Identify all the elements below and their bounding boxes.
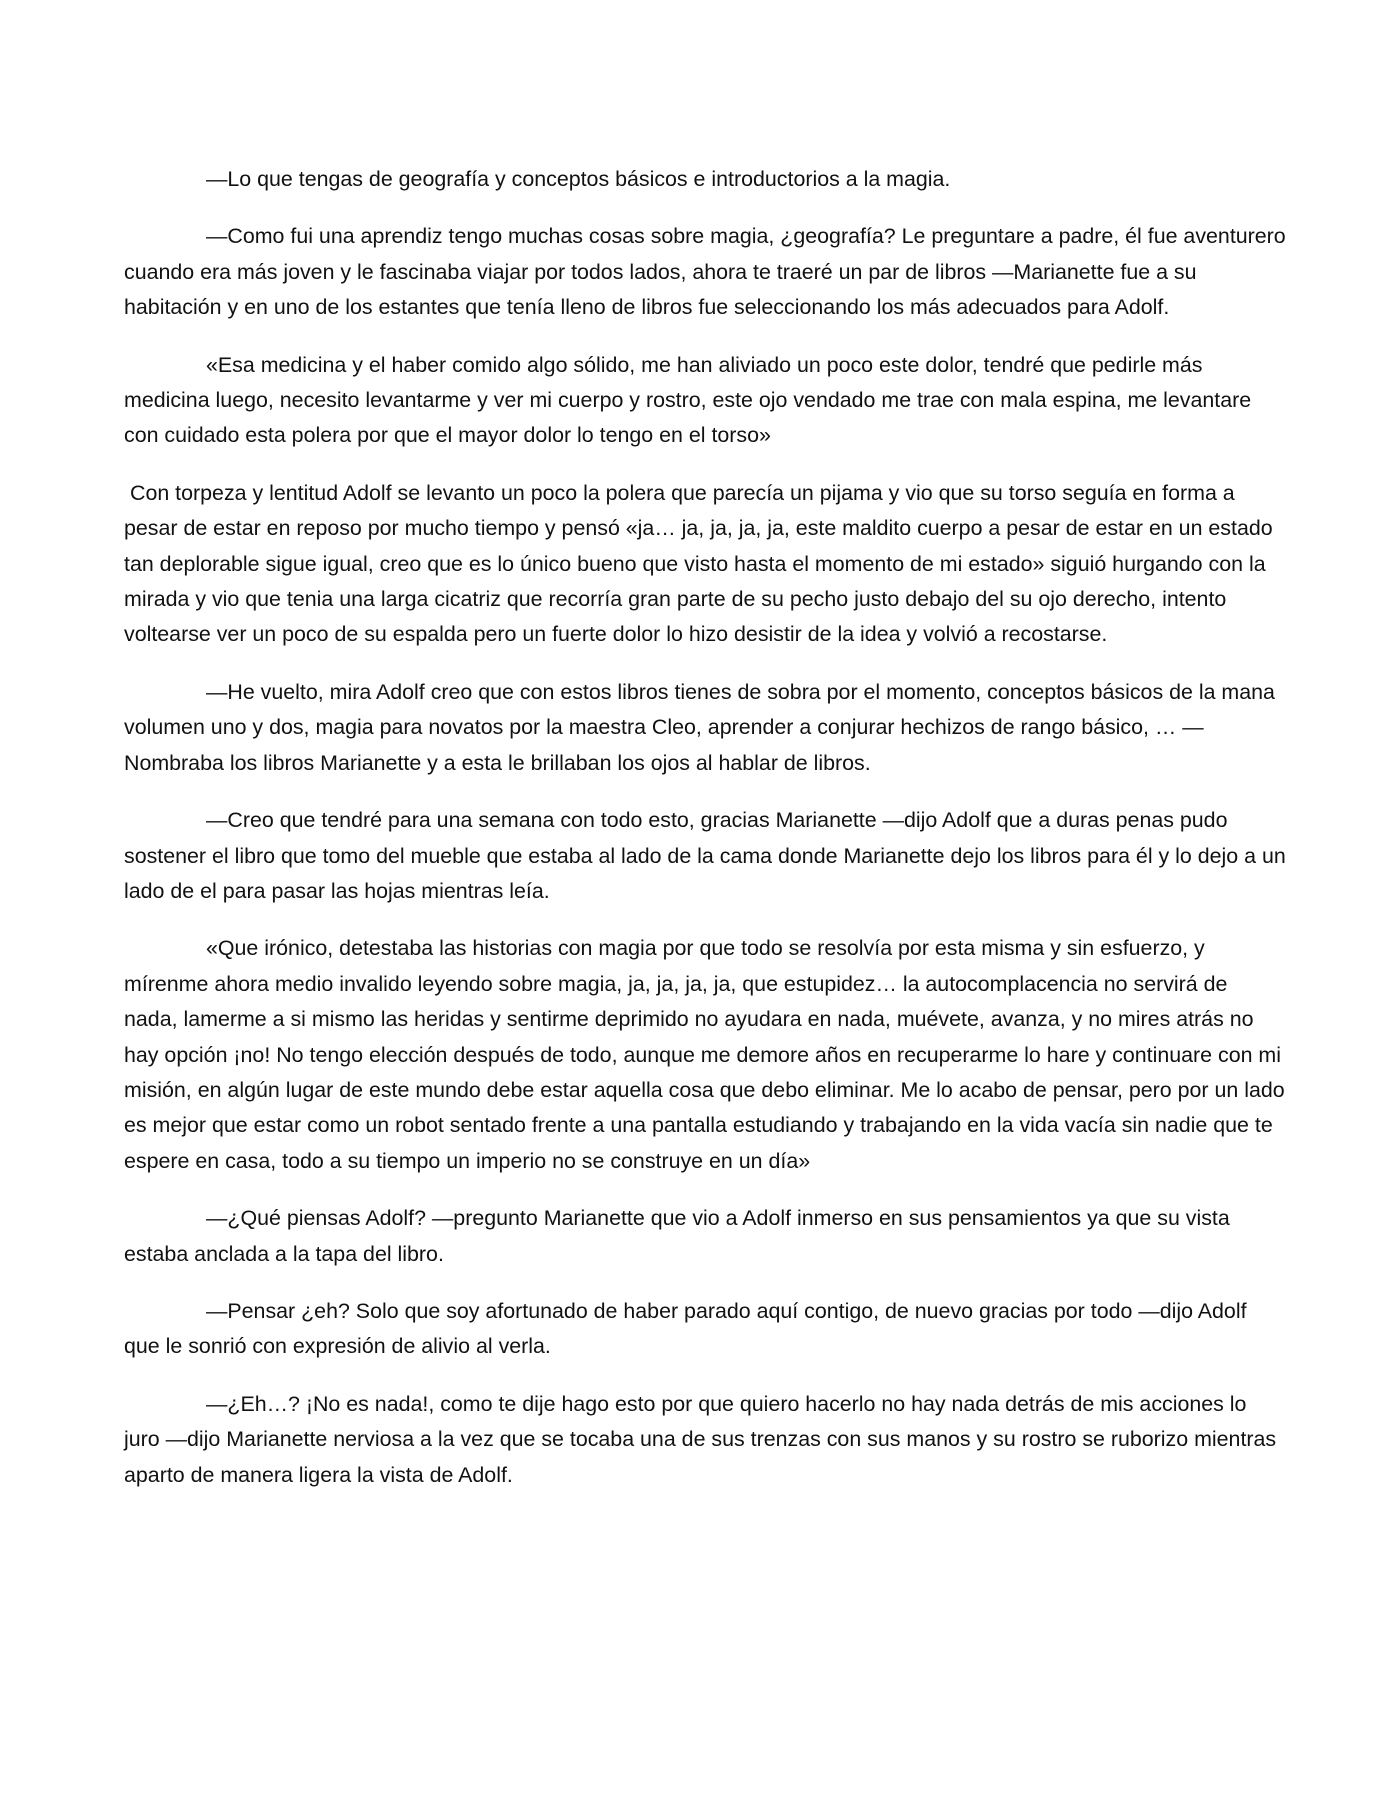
document-page [124,162,1286,1515]
paragraph-2: —Como fui una aprendiz tengo muchas cosas sobre magia, ¿geografía? Le preguntare a padre, él fue aventurero cuando era más joven y le fascinaba viajar por todos lados, ahora te traeré un par de libros —Marianette fue a su habitación y en uno de los estantes que tenía lleno de libros fue seleccionando los más adecuados para Adolf. [124,224,1286,320]
paragraph-8: —¿Qué piensas Adolf? —pregunto Marianette que vio a Adolf inmerso en sus pensamientos ya que su vista estaba anclada a la tapa del libro. [124,1206,1230,1266]
paragraph-6: —Creo que tendré para una semana con todo esto, gracias Marianette —dijo Adolf que a duras penas pudo sostener el libro que tomo del mueble que estaba al lado de la cama donde Marianette dejo los libros para él y lo dejo a un lado de el para pasar las hojas mientras leía. [124,808,1286,903]
paragraph-4: Con torpeza y lentitud Adolf se levanto un poco la polera que parecía un pijama y vio que su torso seguía en forma a pesar de estar en reposo por mucho tiempo y pensó «ja… ja, ja, ja, ja, este maldito cuerpo a pesar de estar en un estado tan deplorable sigue igual, creo que es lo único bueno que visto hasta el momento de mi estado» siguió hurgando con la mirada y vio que tenia una larga cicatriz que recorría gran parte de su pecho justo debajo del su ojo derecho, intento voltearse ver un poco de su espalda pero un fuerte dolor lo hizo desistir de la idea y volvió a recostarse. [124,480,1273,647]
paragraph-9: —Pensar ¿eh? Solo que soy afortunado de haber parado aquí contigo, de nuevo gracias por todo —dijo Adolf que le sonrió con expresión de alivio al verla. [124,1298,1247,1359]
paragraph-10: —¿Eh…? ¡No es nada!, como te dije hago esto por que quiero hacerlo no hay nada detrás de mis acciones lo juro —dijo Marianette nerviosa a la vez que se tocaba una de sus trenzas con sus manos y su rostro se ruborizo mientras aparto de manera ligera la vista de Adolf. [124,1391,1277,1487]
paragraph-3: «Esa medicina y el haber comido algo sólido, me han aliviado un poco este dolor, tendré que pedirle más medicina luego, necesito levantarme y ver mi cuerpo y rostro, este ojo vendado me trae con mala espina, me levantare con cuidado esta polera por que el mayor dolor lo tengo en el torso» [124,352,1252,448]
paragraph-1: —Lo que tengas de geografía y conceptos básicos e introductorios a la magia. [206,167,951,191]
paragraph-7: «Que irónico, detestaba las historias con magia por que todo se resolvía por esta misma y sin esfuerzo, y mírenme ahora medio invalido leyendo sobre magia, ja, ja, ja, ja, que estupidez… la autocomplacencia no servirá de nada, lamerme a si mismo las heridas y sentirme deprimido no ayudara en nada, muévete, avanza, y no mires atrás no hay opción ¡no! No tengo elección después de todo, aunque me demore años en recuperarme lo hare y continuare con mi misión, en algún lugar de este mundo debe estar aquella cosa que debo eliminar. Me lo acabo de pensar, pero por un lado es mejor que estar como un robot sentado frente a una pantalla estudiando y trabajando en la vida vacía sin nadie que te espere en casa, todo a su tiempo un imperio no se construye en un día» [124,936,1285,1173]
paragraph-5: —He vuelto, mira Adolf creo que con estos libros tienes de sobra por el momento, conceptos básicos de la mana volumen uno y dos, magia para novatos por la maestra Cleo, aprender a conjurar hechizos de rango básico, … —Nombraba los libros Marianette y a esta le brillaban los ojos al hablar de libros. [124,679,1275,775]
